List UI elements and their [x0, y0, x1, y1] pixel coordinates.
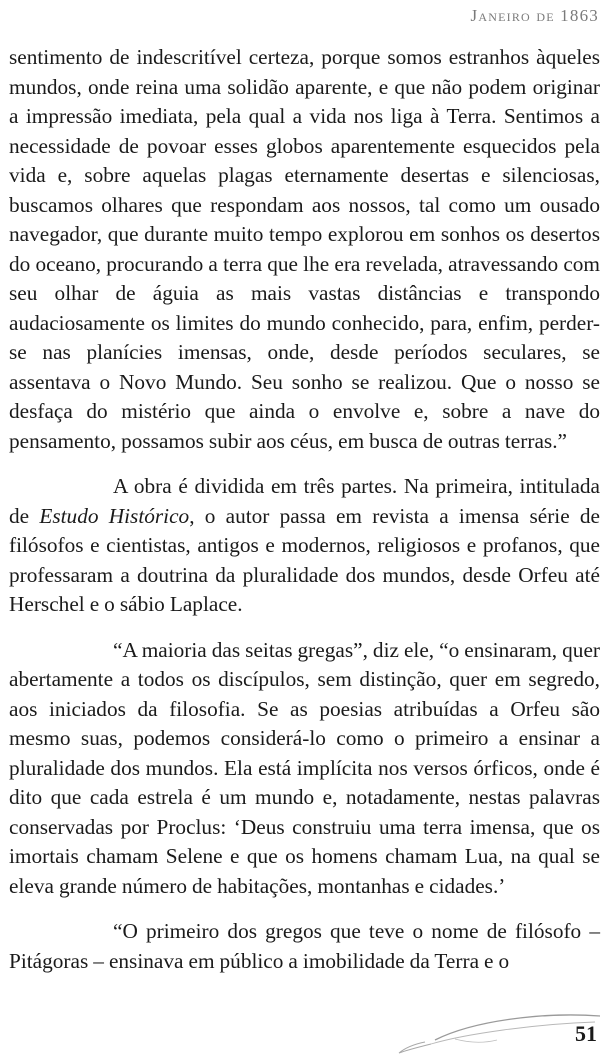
italic-title: Estudo Histórico: [39, 503, 190, 528]
page-number: 51: [575, 1021, 597, 1046]
paragraph-text-after: , o autor passa em revista a imensa série de filósofos e cientistas, antigos e modernos, religiosos e profanos, que professaram a doutrina da pluralidade dos mundos, desde Orfeu até Herschel e o sábio Laplace.: [9, 503, 601, 616]
paragraph-text-before: A obra é dividida em três partes. Na primeira, intitulada de: [9, 474, 600, 528]
page-footer: [0, 1000, 607, 1057]
paragraph-greek-sects: “A maioria das seitas gregas”, diz ele, “o ensinaram, quer abertamente a todos os discípulos, sem distinção, quer em segredo, aos iniciados da filosofia. Se as poesias atribuídas a Orfeu são mesmo suas, podemos considerá-lo como o primeiro a ensinar a pluralidade dos mundos. Ela está implícita nos versos órficos, onde é dito que cada estrela é um mundo e, notadamente, nestas palavras conservadas por Proclus: ‘Deus construiu uma terra imensa, que os imortais chamam Selene e que os homens chamam Lua, na qual se eleva grande número de habitações, montanhas e cidades.’: [9, 637, 600, 898]
running-header: Janeiro de 1863: [470, 6, 599, 25]
paragraph-continuation: sentimento de indescritível certeza, porque somos estranhos àqueles mundos, onde reina uma solidão aparente, e que não podem originar a impressão imediata, pela qual a vida nos liga à Terra. Sentimos a necessidade de povoar esses globos aparentemente esquecidos pela vida e, sobre aquelas plagas eternamente desertas e silenciosas, buscamos olhares que respondam aos nossos, tal como um ousado navegador, que durante muito tempo explorou em sonhos os desertos do oceano, procurando a terra que lhe era revelada, atravessando com seu olhar de águia as mais vastas distâncias e transpondo audaciosamente os limites do mundo conhecido, para, enfim, perder-se nas planícies imensas, onde, desde períodos seculares, se assentava o Novo Mundo. Seu sonho se realizou. Que o nosso se desfaça do mistério que ainda o envolve e, sobre a nave do pensamento, possamos subir aos céus, em busca de outras terras.”: [9, 45, 600, 453]
paragraph-pythagoras: “O primeiro dos gregos que teve o nome de filósofo – Pitágoras – ensinava em público a imobilidade da Terra e o: [9, 919, 600, 973]
paragraph-work-division: [9, 472, 600, 620]
body-text: [9, 43, 600, 976]
